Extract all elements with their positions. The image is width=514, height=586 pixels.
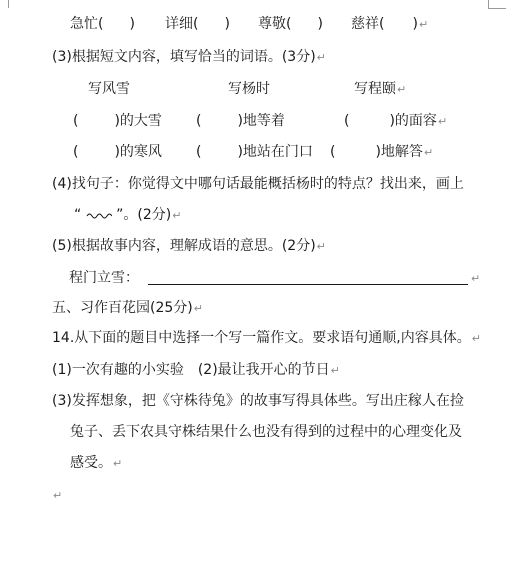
q4-line1: (4)找句子：你觉得文中哪句话最能概括杨时的特点？找出来，画上 bbox=[52, 176, 464, 192]
q14-title: 14.从下面的题目中选择一个写一篇作文。要求语句通顺,内容具体。↵ bbox=[52, 330, 481, 346]
vocab-word-2: 详细( ) bbox=[165, 16, 230, 32]
q4-line2: “ ”。(2分)↵ bbox=[74, 207, 182, 223]
q3-row2-col2: ( )地站在门口 bbox=[196, 144, 313, 160]
q3-title: (3)根据短文内容，填写恰当的词语。(3分)↵ bbox=[52, 49, 326, 65]
corner-mark-left bbox=[8, 0, 9, 8]
vocab-word-3: 尊敬( ) bbox=[258, 16, 323, 32]
q3-head-2: 写杨时 bbox=[228, 81, 270, 97]
corner-mark-right bbox=[488, 0, 489, 8]
corner-mark-right-h bbox=[488, 8, 506, 9]
q14-opt3-line3: 感受。↵ bbox=[70, 455, 123, 471]
wavy-underline-icon bbox=[86, 210, 112, 220]
q5-answer-end-mark: ↵ bbox=[471, 272, 481, 285]
q3-row1-col1: ( )的大雪 bbox=[73, 113, 162, 129]
q3-row1-col2: ( )地等着 bbox=[196, 113, 285, 129]
q3-row1-col3: ( )的面容↵ bbox=[344, 113, 448, 129]
empty-paragraph: ↵ bbox=[53, 489, 63, 502]
q3-row2-col3: ( )地解答↵ bbox=[330, 144, 434, 160]
q3-head-1: 写风雪 bbox=[88, 81, 130, 97]
q14-options: (1)一次有趣的小实验 (2)最让我开心的节日↵ bbox=[52, 362, 340, 378]
q14-opt3-line2: 兔子、丢下农具守株结果什么也没有得到的过程中的心理变化及 bbox=[70, 424, 462, 440]
vocab-word-1: 急忙( bbox=[70, 16, 104, 32]
q5-answer-line[interactable] bbox=[148, 284, 468, 285]
q5-title: (5)根据故事内容，理解成语的意思。(2分)↵ bbox=[52, 238, 326, 254]
q14-opt3-line1: (3)发挥想象，把《守株待兔》的故事写得具体些。写出庄稼人在捡 bbox=[52, 393, 464, 409]
q3-head-3: 写程颐↵ bbox=[354, 81, 407, 97]
q5-idiom: 程门立雪： bbox=[69, 270, 139, 286]
vocab-word-4: 慈祥( )↵ bbox=[351, 16, 429, 32]
section5-title: 五、习作百花园(25分)↵ bbox=[52, 300, 203, 316]
q3-row2-col1: ( )的寒风 bbox=[73, 144, 162, 160]
vocab-line: 急忙( ) bbox=[70, 16, 135, 32]
